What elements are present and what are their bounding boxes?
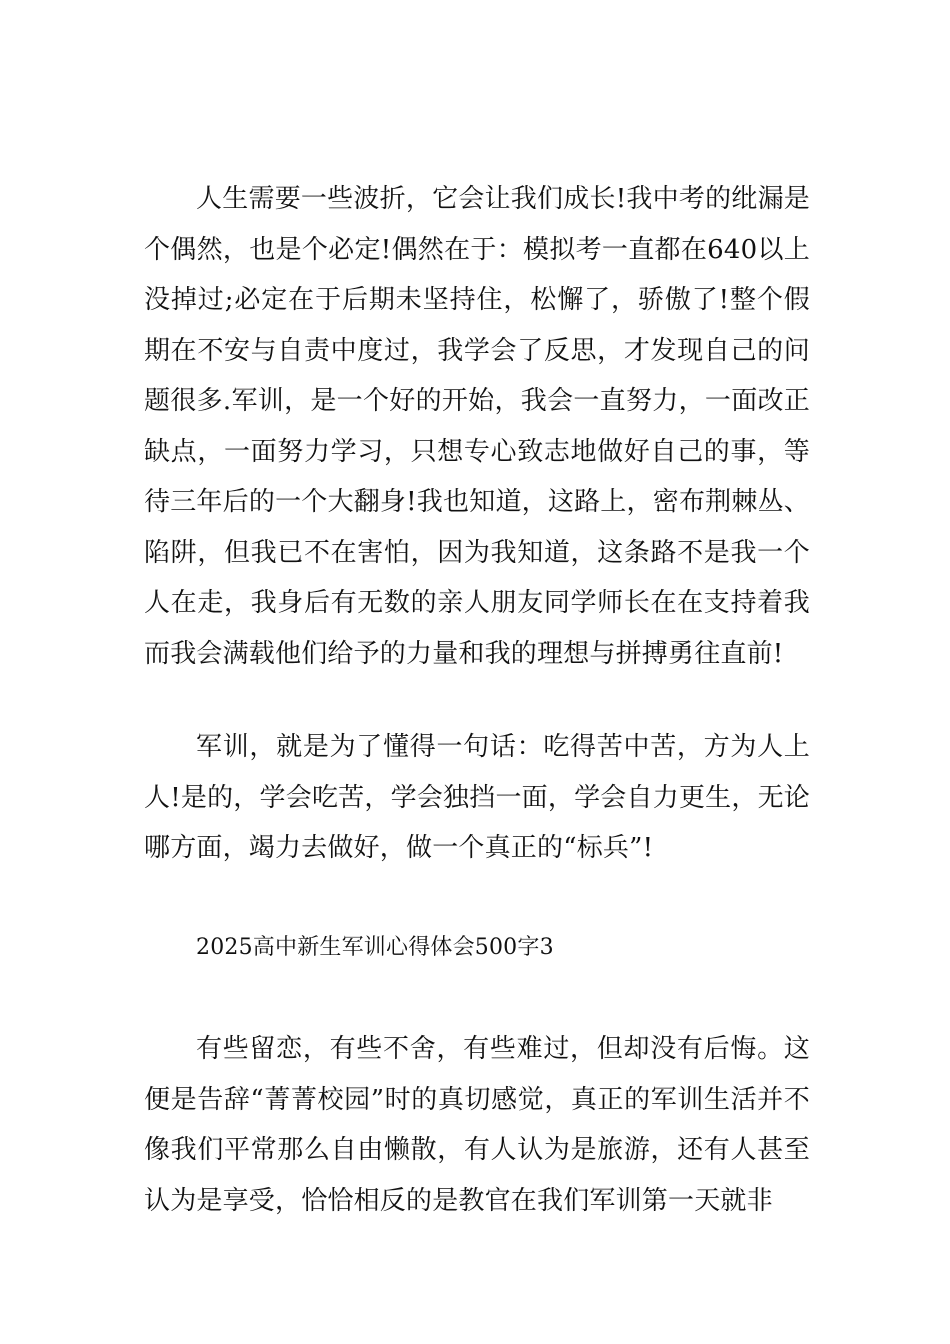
body-paragraph: 有些留恋，有些不舍，有些难过，但却没有后悔。这便是告辞“菁菁校园”时的真切感觉，真正的军训生活并不像我们平常那么自由懒散，有人认为是旅游，还有人甚至认为是享受，恰恰相反的是教官在我们军训第一天就非 xyxy=(144,1034,810,1216)
body-paragraph: 人生需要一些波折，它会让我们成长!我中考的纰漏是个偶然，也是个必定!偶然在于：模拟考一直都在640以上没掉过;必定在于后期未坚持住，松懈了，骄傲了!整个假期在不安与自责中度过，我学会了反思，才发现自己的问题很多.军训，是一个好的开始，我会一直努力，一面改正缺点，一面努力学习，只想专心致志地做好自己的事，等待三年后的一个大翻身!我也知道，这路上，密布荆棘丛、陷阱，但我已不在害怕，因为我知道，这条路不是我一个人在走，我身后有无数的亲人朋友同学师长在在支持着我而我会满载他们给予的力量和我的理想与拼搏勇往直前! xyxy=(144,184,810,669)
body-paragraph: 军训，就是为了懂得一句话：吃得苦中苦，方为人上人!是的，学会吃苦，学会独挡一面，学会自力更生，无论哪方面，竭力去做好，做一个真正的“标兵”! xyxy=(144,732,810,863)
section-heading: 2025高中新生军训心得体会500字3 xyxy=(196,935,554,960)
